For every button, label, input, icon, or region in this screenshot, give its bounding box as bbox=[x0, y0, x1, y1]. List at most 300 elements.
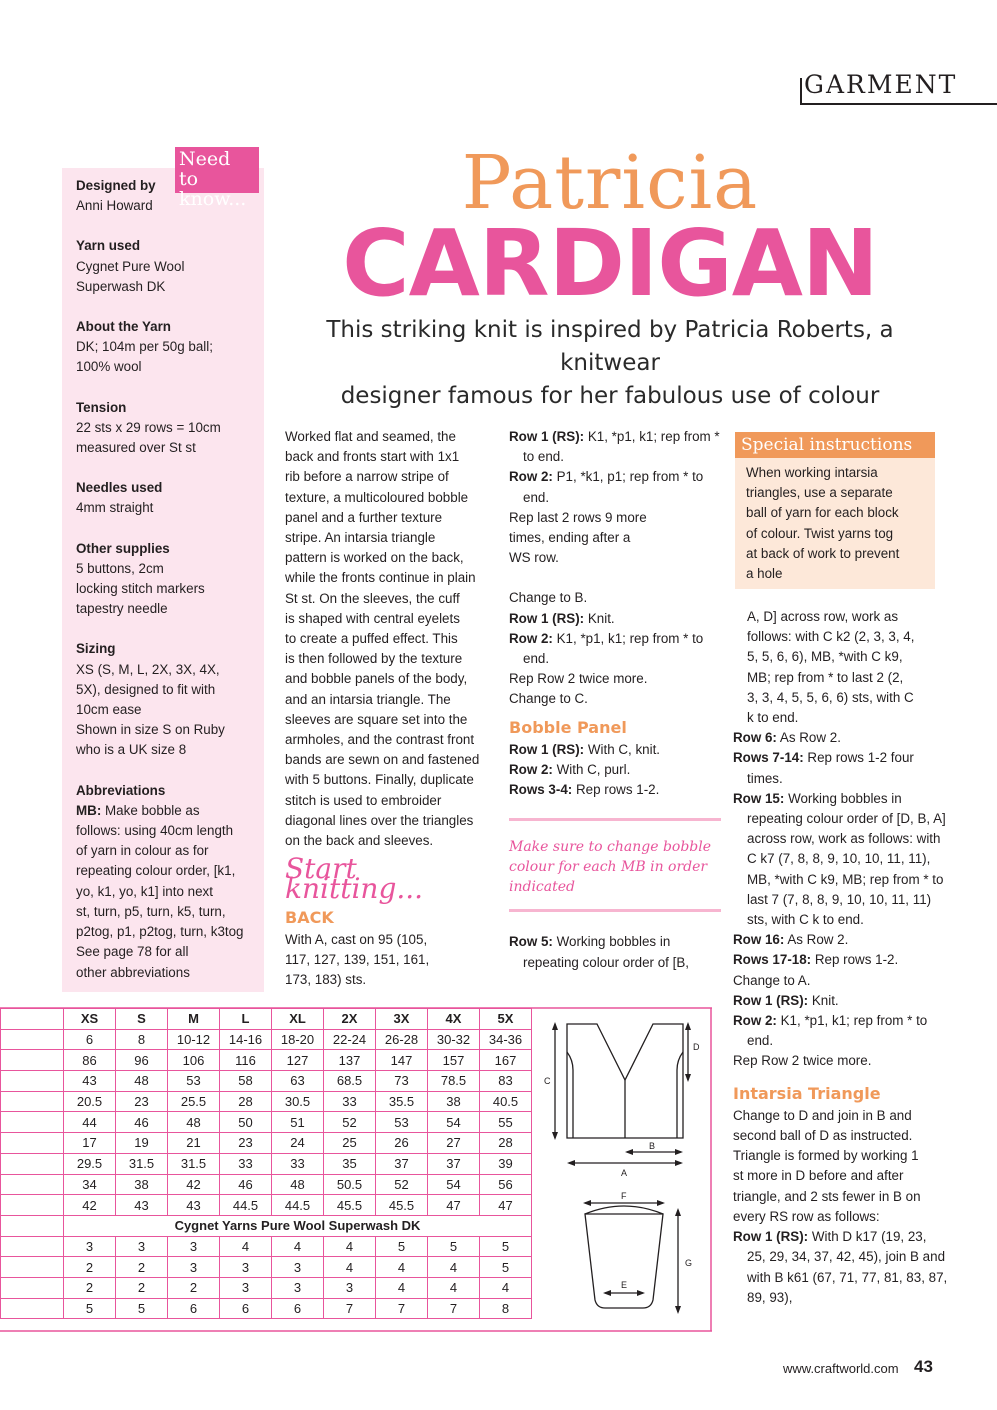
intro-line: stitch is used to embroider bbox=[285, 792, 442, 808]
row-text: K1, *p1, k1; rep from * to end. bbox=[747, 1013, 928, 1049]
table-cell: 73 bbox=[376, 1071, 428, 1092]
table-cell: 4X bbox=[428, 1009, 480, 1030]
bobble-panel-heading: Bobble Panel bbox=[509, 717, 627, 737]
block-text: measured over St st bbox=[76, 440, 196, 456]
abbrev-term: MB: bbox=[76, 802, 102, 818]
table-cell: 46 bbox=[220, 1174, 272, 1195]
table-cell: 2 bbox=[64, 1257, 116, 1278]
block-text: other abbreviations bbox=[76, 964, 190, 980]
row-label: Rows 17-18: bbox=[733, 952, 812, 968]
table-cell: 2X bbox=[324, 1009, 376, 1030]
table-cell: 42 bbox=[64, 1195, 116, 1216]
pattern-column-2 bbox=[509, 427, 721, 973]
pattern-text: triangle, and 2 sts fewer in B on bbox=[733, 1188, 921, 1204]
row-text: As Row 2. bbox=[776, 730, 841, 746]
table-cell: 35.5 bbox=[376, 1091, 428, 1112]
pattern-column-3 bbox=[733, 607, 948, 1308]
intro-line: St st. On the sleeves, the cuff bbox=[285, 590, 460, 606]
block-heading: Designed by bbox=[76, 178, 156, 193]
block-text: repeating colour order, [k1, bbox=[76, 863, 236, 879]
intro-line: texture, a multicoloured bobble bbox=[285, 489, 469, 505]
table-cell: 6 bbox=[220, 1298, 272, 1319]
table-cell: 28 bbox=[480, 1133, 532, 1154]
row-text: As Row 2. bbox=[784, 932, 849, 948]
table-cell: 54 bbox=[428, 1174, 480, 1195]
pattern-row bbox=[509, 760, 721, 780]
row-text: Rep rows 1-2. bbox=[572, 782, 660, 798]
pattern-row bbox=[509, 932, 721, 972]
back-text: 117, 127, 139, 151, 161, bbox=[285, 952, 430, 968]
pattern-text: every RS row as follows: bbox=[733, 1208, 880, 1224]
label-b: B bbox=[649, 1141, 656, 1151]
row-text: With C, purl. bbox=[552, 762, 631, 778]
start-knitting-heading: Start knitting... bbox=[285, 852, 424, 906]
table-cell: M bbox=[168, 1009, 220, 1030]
table-cell: 38 bbox=[116, 1174, 168, 1195]
tip-box bbox=[509, 818, 721, 912]
tip-text: indicated bbox=[509, 879, 575, 896]
block-text: Anni Howard bbox=[76, 198, 153, 214]
table-cell: 43 bbox=[168, 1195, 220, 1216]
block-text: 4mm straight bbox=[76, 500, 154, 516]
table-cell: 4 bbox=[324, 1236, 376, 1257]
table-cell: 34 bbox=[64, 1174, 116, 1195]
table-cell: 23 bbox=[116, 1091, 168, 1112]
row-text: With D k17 (19, 23, 25, 29, 34, 37, 42, 45), join B and with B k61 (67, 71, 77, 81, 83, 87, 89, 93), bbox=[747, 1229, 948, 1305]
subtitle bbox=[300, 314, 920, 413]
pattern-row bbox=[509, 740, 721, 760]
row-label: Rows 7-14: bbox=[733, 750, 804, 766]
table-cell: 2 bbox=[116, 1257, 168, 1278]
table-cell: 30.5 bbox=[272, 1091, 324, 1112]
label-d: D bbox=[693, 1042, 700, 1052]
table-cell: S bbox=[116, 1009, 168, 1030]
table-cell: 5 bbox=[376, 1236, 428, 1257]
table-cell: 5 bbox=[480, 1257, 532, 1278]
table-cell: 20.5 bbox=[64, 1091, 116, 1112]
designed-by-block bbox=[76, 176, 256, 216]
yarn-used-block bbox=[76, 236, 256, 297]
block-text: who is a UK size 8 bbox=[76, 742, 187, 758]
table-cell: 48 bbox=[168, 1112, 220, 1133]
table-cell: 2 bbox=[64, 1277, 116, 1298]
label-e: E bbox=[621, 1280, 628, 1290]
row-text: Knit. bbox=[808, 992, 839, 1008]
table-cell: 33 bbox=[324, 1091, 376, 1112]
table-cell: 31.5 bbox=[168, 1153, 220, 1174]
table-cell: 52 bbox=[324, 1112, 376, 1133]
pattern-text: Rep last 2 rows 9 more bbox=[509, 509, 647, 525]
table-cell: L bbox=[220, 1009, 272, 1030]
special-line: triangles, use a separate bbox=[746, 485, 893, 501]
intro-line: Worked flat and seamed, the bbox=[285, 429, 456, 444]
about-yarn-block bbox=[76, 317, 256, 378]
row-label: Row 1 (RS): bbox=[509, 429, 585, 444]
row-text: K1, *p1, k1; rep from * to end. bbox=[523, 429, 720, 465]
pattern-text: follows: with C k2 (2, 3, 3, 4, bbox=[747, 629, 915, 645]
row-text: Knit. bbox=[584, 610, 615, 626]
abbrev-def: Make bobble as bbox=[101, 802, 200, 818]
table-cell: 3 bbox=[168, 1236, 220, 1257]
table-cell: 6 bbox=[64, 1029, 116, 1050]
table-cell: 5 bbox=[480, 1236, 532, 1257]
pattern-text: Rep Row 2 twice more. bbox=[733, 1053, 872, 1069]
block-text: st, turn, p5, turn, k5, turn, bbox=[76, 903, 226, 919]
pattern-text: Triangle is formed by working 1 bbox=[733, 1148, 919, 1164]
table-cell: 25.5 bbox=[168, 1091, 220, 1112]
table-cell: 127 bbox=[272, 1050, 324, 1071]
table-cell: 3 bbox=[324, 1277, 376, 1298]
intro-text bbox=[285, 427, 495, 851]
table-cell: 96 bbox=[116, 1050, 168, 1071]
table-cell: XL bbox=[272, 1009, 324, 1030]
sleeve-cap bbox=[585, 1206, 663, 1214]
table-cell: 22-24 bbox=[324, 1029, 376, 1050]
table-cell: 21 bbox=[168, 1133, 220, 1154]
pattern-text: Change to D and join in B and bbox=[733, 1107, 912, 1123]
intro-line: bands are sewn on and fastened bbox=[285, 752, 480, 768]
intro-line: with 5 buttons. Finally, duplicate bbox=[285, 772, 474, 788]
intro-line: armholes, and the contrast front bbox=[285, 732, 475, 748]
row-label: Rows 3-4: bbox=[509, 782, 573, 798]
row-text: P1, *k1, p1; rep from * to end. bbox=[523, 469, 704, 505]
table-cell: 8 bbox=[480, 1298, 532, 1319]
block-heading: Needles used bbox=[76, 480, 163, 496]
block-text: tapestry needle bbox=[76, 601, 168, 617]
special-line: When working intarsia bbox=[746, 465, 878, 480]
block-text: Shown in size S on Ruby bbox=[76, 722, 225, 738]
row-label: Row 1 (RS): bbox=[733, 992, 809, 1008]
tip-text: colour for each MB in order bbox=[509, 859, 708, 876]
table-cell: 46 bbox=[116, 1112, 168, 1133]
table-cell: 27 bbox=[428, 1133, 480, 1154]
table-cell: 3 bbox=[116, 1236, 168, 1257]
table-cell: 44.5 bbox=[272, 1195, 324, 1216]
intro-line: while the fronts continue in plain bbox=[285, 570, 476, 586]
pattern-text: Change to A. bbox=[733, 972, 811, 988]
intro-line: on the back and sleeves. bbox=[285, 833, 434, 849]
table-cell: 19 bbox=[116, 1133, 168, 1154]
block-heading: About the Yarn bbox=[76, 319, 171, 335]
block-text: 100% wool bbox=[76, 359, 142, 375]
block-heading: Yarn used bbox=[76, 238, 141, 254]
special-line: at back of work to prevent bbox=[746, 545, 900, 561]
block-text: of yarn in colour as for bbox=[76, 843, 209, 859]
block-heading: Tension bbox=[76, 399, 127, 415]
pattern-text: st more in D before and after bbox=[733, 1168, 904, 1184]
table-cell: 137 bbox=[324, 1050, 376, 1071]
table-cell: 40.5 bbox=[480, 1091, 532, 1112]
table-cell: 53 bbox=[376, 1112, 428, 1133]
table-cell: 157 bbox=[428, 1050, 480, 1071]
table-cell: 34-36 bbox=[480, 1029, 532, 1050]
table-cell: 43 bbox=[64, 1071, 116, 1092]
row-label: Row 1 (RS): bbox=[509, 741, 585, 757]
back-text: 173, 183) sts. bbox=[285, 972, 367, 988]
table-cell: 56 bbox=[480, 1174, 532, 1195]
row-label: Row 15: bbox=[733, 790, 785, 806]
pattern-text: Rep Row 2 twice more. bbox=[509, 671, 648, 687]
table-cell: 48 bbox=[116, 1071, 168, 1092]
table-cell: 5 bbox=[64, 1298, 116, 1319]
table-cell: 37 bbox=[428, 1153, 480, 1174]
footer-url: www.craftworld.com bbox=[783, 1361, 899, 1376]
table-cell: 78.5 bbox=[428, 1071, 480, 1092]
special-instructions-heading: Special instructions bbox=[735, 432, 935, 458]
page-number: 43 bbox=[914, 1357, 933, 1376]
table-cell: 26 bbox=[376, 1133, 428, 1154]
pattern-text: Change to C. bbox=[509, 691, 588, 707]
table-cell: 86 bbox=[64, 1050, 116, 1071]
table-cell: 4 bbox=[324, 1257, 376, 1278]
table-cell: 7 bbox=[428, 1298, 480, 1319]
special-line: of colour. Twist yarns tog bbox=[746, 525, 894, 541]
table-cell: 4 bbox=[376, 1257, 428, 1278]
back-heading: BACK bbox=[285, 907, 334, 927]
table-cell: 7 bbox=[324, 1298, 376, 1319]
table-cell: 47 bbox=[480, 1195, 532, 1216]
table-cell: 63 bbox=[272, 1071, 324, 1092]
pattern-row bbox=[509, 427, 721, 467]
table-cell: 6 bbox=[168, 1298, 220, 1319]
table-cell: 4 bbox=[480, 1277, 532, 1298]
table-cell: 3 bbox=[272, 1277, 324, 1298]
intro-line: rib before a narrow stripe of bbox=[285, 469, 449, 485]
table-cell: 4 bbox=[272, 1236, 324, 1257]
table-cell: 43 bbox=[116, 1195, 168, 1216]
table-cell: 116 bbox=[220, 1050, 272, 1071]
table-cell: 83 bbox=[480, 1071, 532, 1092]
intro-line: to create a puffed effect. This bbox=[285, 631, 458, 647]
row-label: Row 16: bbox=[733, 932, 785, 948]
row-label: Row 2: bbox=[509, 469, 553, 485]
sleeve-shape bbox=[585, 1214, 663, 1308]
block-heading: Sizing bbox=[76, 641, 116, 657]
pattern-text: A, D] across row, work as bbox=[747, 609, 899, 624]
tag-line: know... bbox=[179, 188, 247, 210]
intro-column bbox=[285, 427, 495, 990]
table-cell: 4 bbox=[220, 1236, 272, 1257]
label-g: G bbox=[685, 1258, 693, 1268]
pattern-row bbox=[733, 728, 948, 748]
block-heading: Abbreviations bbox=[76, 782, 166, 798]
table-cell: 53 bbox=[168, 1071, 220, 1092]
intro-line: is shaped with central eyelets bbox=[285, 610, 460, 626]
table-cell: 45.5 bbox=[324, 1195, 376, 1216]
intro-line: panel and a further texture bbox=[285, 509, 443, 525]
table-cell: 50.5 bbox=[324, 1174, 376, 1195]
table-cell: 50 bbox=[220, 1112, 272, 1133]
row-text: Working bobbles in repeating colour order of [D, B, A] across row, work as follows: with C k7 (7, 8, 8, 9, 10, 10, 11, 11), MB, *with C k9, MB; rep from * to last 7 (7, 8, 8, 9, 10, 10, 11, 11) sts, with C k to end. bbox=[747, 790, 946, 928]
table-cell: 37 bbox=[376, 1153, 428, 1174]
page-title: CARDIGAN bbox=[342, 210, 878, 317]
table-cell: 5 bbox=[116, 1298, 168, 1319]
pattern-text: WS row. bbox=[509, 550, 559, 566]
pattern-row bbox=[509, 467, 721, 507]
table-cell: 3X bbox=[376, 1009, 428, 1030]
table-cell: 48 bbox=[272, 1174, 324, 1195]
table-cell: 38 bbox=[428, 1091, 480, 1112]
table-cell: 29.5 bbox=[64, 1153, 116, 1174]
table-cell: 26-28 bbox=[376, 1029, 428, 1050]
table-cell: 4 bbox=[428, 1277, 480, 1298]
block-text: follows: using 40cm length bbox=[76, 823, 234, 839]
row-label: Row 2: bbox=[733, 1013, 777, 1029]
intarsia-triangle-heading: Intarsia Triangle bbox=[733, 1083, 881, 1103]
table-cell: 47 bbox=[428, 1195, 480, 1216]
table-cell: 23 bbox=[220, 1133, 272, 1154]
block-text bbox=[76, 801, 256, 821]
row-label: Row 2: bbox=[509, 630, 553, 646]
table-cell: 68.5 bbox=[324, 1071, 376, 1092]
row-label: Row 1 (RS): bbox=[509, 610, 585, 626]
special-line: ball of yarn for each block bbox=[746, 505, 899, 521]
pattern-row bbox=[733, 1011, 948, 1051]
table-cell: 167 bbox=[480, 1050, 532, 1071]
block-text: See page 78 for all bbox=[76, 944, 189, 960]
pattern-row bbox=[509, 780, 721, 800]
table-cell: 3 bbox=[272, 1257, 324, 1278]
back-text: With A, cast on 95 (105, bbox=[285, 931, 428, 947]
row-label: Row 5: bbox=[509, 934, 553, 950]
row-text: With C, knit. bbox=[584, 741, 661, 757]
block-text: p2tog, p1, p2tog, turn, k3tog bbox=[76, 924, 244, 940]
pattern-row bbox=[733, 991, 948, 1011]
block-text: locking stitch markers bbox=[76, 581, 205, 597]
table-cell: 33 bbox=[220, 1153, 272, 1174]
row-text: Rep rows 1-2 four times. bbox=[747, 750, 914, 786]
needles-block bbox=[76, 478, 256, 518]
label-a: A bbox=[621, 1168, 628, 1178]
intro-line: and an intarsia triangle. The bbox=[285, 691, 451, 707]
armhole-line bbox=[567, 1052, 573, 1138]
table-cell: 106 bbox=[168, 1050, 220, 1071]
table-cell: 147 bbox=[376, 1050, 428, 1071]
pattern-text: times, ending after a bbox=[509, 530, 631, 546]
pattern-row bbox=[509, 629, 721, 669]
pattern-row bbox=[733, 950, 948, 970]
table-cell: 4 bbox=[428, 1257, 480, 1278]
tip-text: Make sure to change bobble bbox=[509, 839, 712, 856]
table-cell: 25 bbox=[324, 1133, 376, 1154]
sizing-block bbox=[76, 639, 256, 760]
intro-line: back and fronts start with 1x1 bbox=[285, 449, 460, 465]
pattern-text: 5, 5, 6, 6), MB, *with C k9, bbox=[747, 649, 903, 665]
block-text: Cygnet Pure Wool bbox=[76, 258, 185, 274]
intro-line: is then followed by the texture bbox=[285, 651, 463, 667]
table-cell: 30-32 bbox=[428, 1029, 480, 1050]
table-cell: 2 bbox=[116, 1277, 168, 1298]
yarn-label-cell: Cygnet Yarns Pure Wool Superwash DK bbox=[64, 1215, 532, 1236]
table-cell: 6 bbox=[272, 1298, 324, 1319]
block-text: 5X), designed to fit with bbox=[76, 681, 216, 697]
abbreviations-block bbox=[76, 781, 256, 983]
table-cell: 7 bbox=[376, 1298, 428, 1319]
table-cell: 17 bbox=[64, 1133, 116, 1154]
subtitle-line: designer famous for her fabulous use of colour bbox=[340, 383, 880, 409]
table-cell: 3 bbox=[168, 1257, 220, 1278]
table-cell: 3 bbox=[220, 1277, 272, 1298]
intro-line: pattern is worked on the back, bbox=[285, 550, 464, 566]
table-cell: 45.5 bbox=[376, 1195, 428, 1216]
row-label: Row 6: bbox=[733, 730, 777, 746]
table-cell: 18-20 bbox=[272, 1029, 324, 1050]
subtitle-line: This striking knit is inspired by Patricia Roberts, a knitwear bbox=[326, 317, 894, 376]
other-supplies-block bbox=[76, 539, 256, 620]
table-cell: 4 bbox=[376, 1277, 428, 1298]
table-cell: 14-16 bbox=[220, 1029, 272, 1050]
special-line: a hole bbox=[746, 566, 783, 582]
table-cell: 42 bbox=[168, 1174, 220, 1195]
table-cell: 52 bbox=[376, 1174, 428, 1195]
row-label: Row 1 (RS): bbox=[733, 1229, 809, 1245]
pattern-text: k to end. bbox=[747, 710, 799, 726]
block-text: 10cm ease bbox=[76, 702, 142, 718]
tag-line: Need to bbox=[179, 148, 231, 190]
armhole-line bbox=[677, 1052, 683, 1138]
block-text: yo, k1, yo, k1] into next bbox=[76, 883, 213, 899]
table-cell: 31.5 bbox=[116, 1153, 168, 1174]
pattern-text: Change to B. bbox=[509, 590, 588, 606]
table-cell: 24 bbox=[272, 1133, 324, 1154]
table-cell: 2 bbox=[168, 1277, 220, 1298]
pattern-row bbox=[733, 930, 948, 950]
pattern-row bbox=[733, 1227, 948, 1308]
table-cell: 54 bbox=[428, 1112, 480, 1133]
table-cell: 5X bbox=[480, 1009, 532, 1030]
intro-line: sleeves are square set into the bbox=[285, 711, 468, 727]
block-text: DK; 104m per 50g ball; bbox=[76, 339, 213, 355]
row-text: Rep rows 1-2. bbox=[811, 952, 899, 968]
section-tag: GARMENT bbox=[800, 70, 997, 105]
label-c: C bbox=[544, 1076, 551, 1086]
table-cell: 58 bbox=[220, 1071, 272, 1092]
table-cell: 3 bbox=[64, 1236, 116, 1257]
table-cell: 55 bbox=[480, 1112, 532, 1133]
row-text: K1, *p1, k1; rep from * to end. bbox=[523, 630, 704, 667]
table-cell: 51 bbox=[272, 1112, 324, 1133]
title-script: Patricia bbox=[461, 140, 759, 226]
row-label: Row 2: bbox=[509, 762, 553, 778]
pattern-text: 3, 3, 4, 5, 5, 6, 6) sts, with C bbox=[747, 689, 914, 705]
pattern-row bbox=[733, 789, 948, 930]
table-cell: 35 bbox=[324, 1153, 376, 1174]
table-cell: 28 bbox=[220, 1091, 272, 1112]
label-f: F bbox=[621, 1191, 627, 1201]
row-text: Working bobbles in repeating colour order of [B, bbox=[523, 934, 689, 970]
intro-line: diagonal lines over the triangles bbox=[285, 812, 474, 828]
pattern-text: MB; rep from * to last 2 (2, bbox=[747, 669, 904, 685]
special-instructions-text bbox=[746, 463, 932, 584]
table-cell: XS bbox=[64, 1009, 116, 1030]
pattern-text: second ball of D as instructed. bbox=[733, 1128, 913, 1144]
table-cell: 8 bbox=[116, 1029, 168, 1050]
pattern-row bbox=[509, 609, 721, 629]
block-text: XS (S, M, L, 2X, 3X, 4X, bbox=[76, 661, 220, 677]
table-cell: 10-12 bbox=[168, 1029, 220, 1050]
garment-diagram bbox=[535, 1010, 705, 1330]
sidebar-content bbox=[76, 176, 256, 1003]
table-cell: 44 bbox=[64, 1112, 116, 1133]
block-heading: Other supplies bbox=[76, 540, 170, 556]
table-cell: 44.5 bbox=[220, 1195, 272, 1216]
block-text: 5 buttons, 2cm bbox=[76, 560, 164, 576]
intro-line: and bobble panels of the body, bbox=[285, 671, 468, 687]
table-cell: 33 bbox=[272, 1153, 324, 1174]
table-cell: 39 bbox=[480, 1153, 532, 1174]
block-text: 22 sts x 29 rows = 10cm bbox=[76, 419, 221, 435]
pattern-row bbox=[733, 748, 948, 788]
